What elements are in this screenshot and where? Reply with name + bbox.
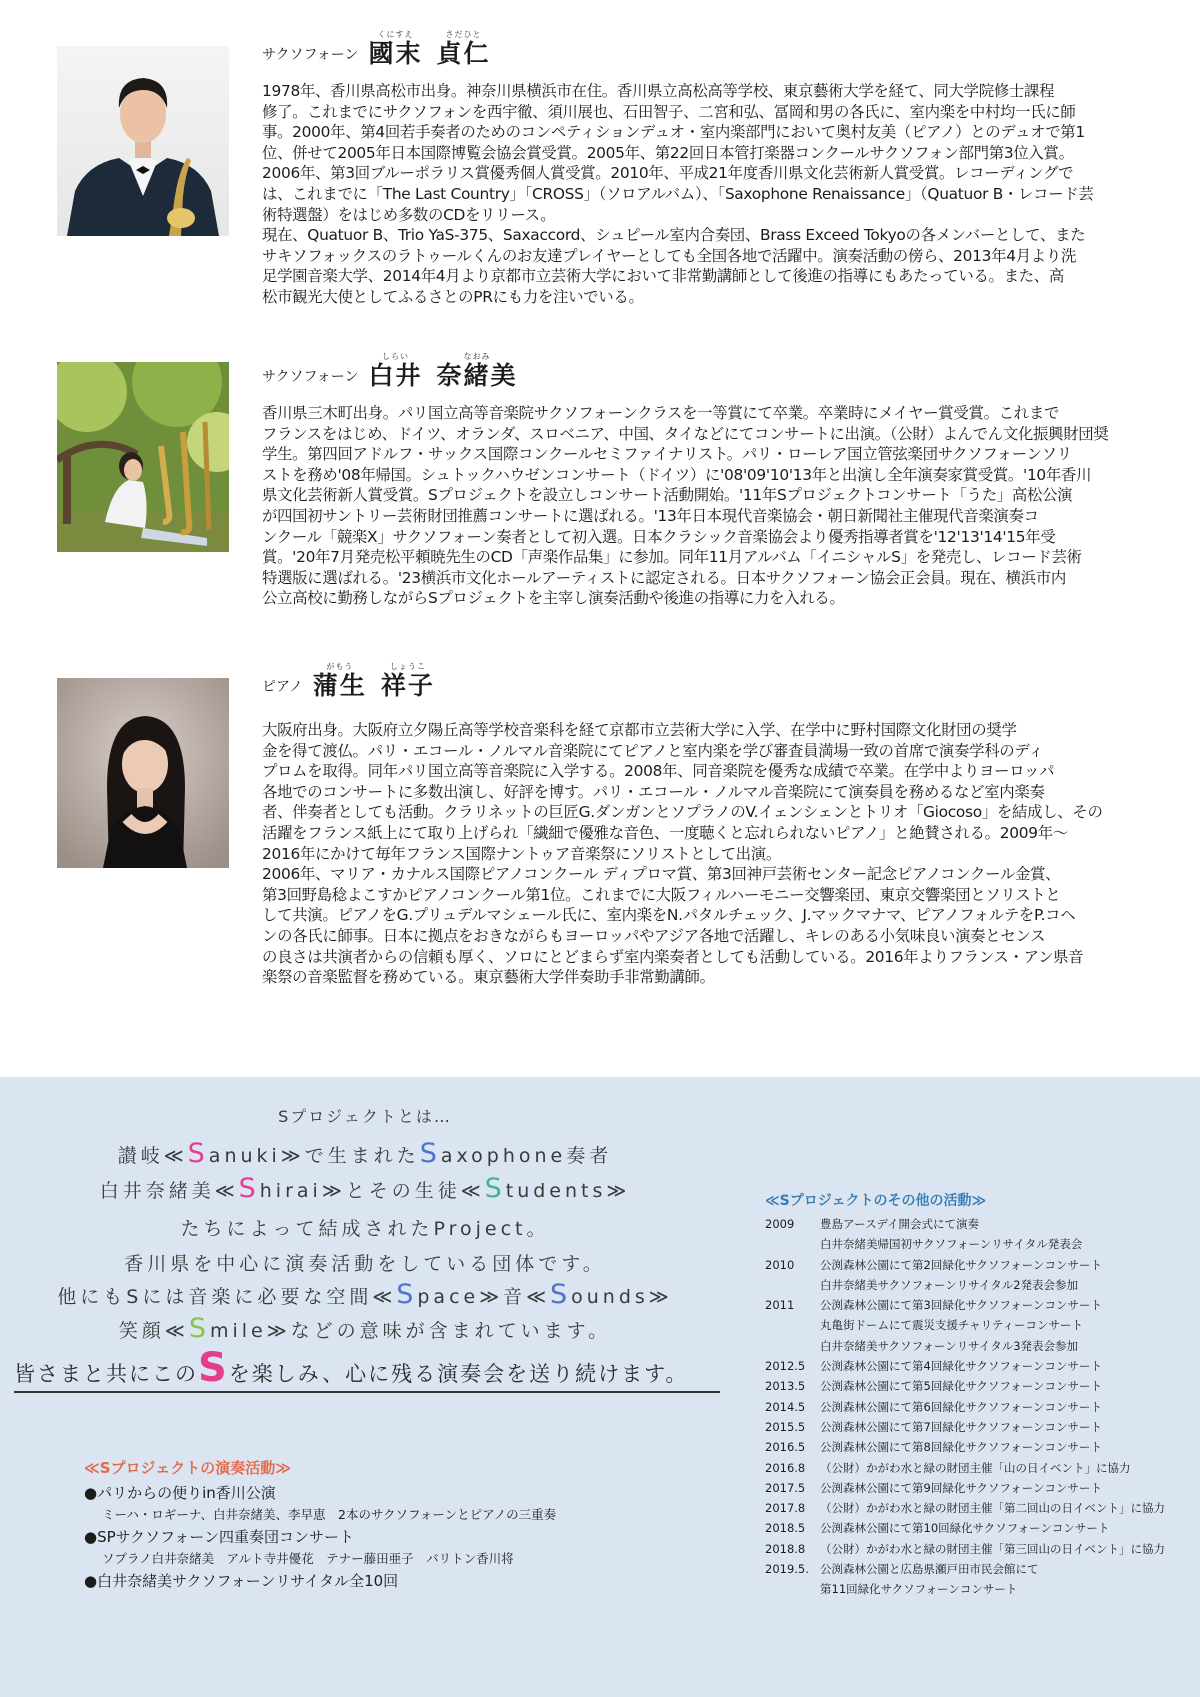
bio-shirai: 香川県三木町出身。パリ国立高等音楽院サクソフォーンクラスを一等賞にて卒業。卒業時にメイヤー賞受賞。これまで フランスをはじめ、ドイツ、オランダ、スロベニア、中国、タイなどにてコンサートに出演。（公財）よんでん文化振興財団奨 学生。第四回アドルフ・サックス国際コンクールセミファイナリスト。パリ・ローレア国立管弦楽団サクソフォーンソリ ストを務め'08年帰国。シュトックハウゼンコンサート（ドイツ）に'08'09'10'13年と出演し全年演奏家賞受賞。'10年香川 県文化芸術新人賞受賞。Sプロジェクトを設立しコンサート活動開始。'11年Sプロジェクトコンサート「うた」高松公演 が四国初サントリー芸術財団推薦コンサートに選ばれる。'13年日本現代音楽協会・朝日新聞社主催現代音楽演奏コ ンクール「競楽X」サクソフォーン奏者として初入選。日本クラシック音楽協会より優秀指導者賞を'12'13'14'15年受 賞。'20年7月発売松平頼暁先生のCD「声楽作品集」に参加。同年11月アルバム「イニシャルS」を発売し、レコード芸術 特選版に選ばれる。'23横浜市文化ホールアーティストに認定される。日本サクソフォーン協会正会員。現在、横浜市内 公立高校に勤務しながらSプロジェクトを主宰し演奏活動や後進の指導に力を入れる。 <box>262 404 1109 608</box>
about-text: anuki≫で生まれた <box>208 1145 420 1167</box>
activity-item: 公渕森林公園にて第8回緑化サクソフォーンコンサート <box>820 1440 1103 1455</box>
about-text: 他にもSには音楽に必要な空間≪ <box>57 1286 397 1308</box>
activity-row <box>765 1539 1185 1559</box>
role-label: ピアノ <box>262 679 303 695</box>
activity-year: 2012.5 <box>765 1359 806 1374</box>
performance-item: ●SPサクソフォーン四重奏団コンサート <box>84 1528 355 1546</box>
activity-item: （公財）かがわ水と緑の財団主催「第三回山の日イベント」に協力 <box>820 1541 1165 1556</box>
activity-row <box>765 1214 1185 1255</box>
s-letter: S <box>419 1138 441 1169</box>
name-given: 祥子 <box>380 671 435 700</box>
name-given: 奈緒美 <box>436 361 518 390</box>
other-activities-title: ≪Sプロジェクトのその他の活動≫ <box>765 1193 987 1209</box>
other-activities-list <box>765 1214 1185 1600</box>
ruby-family: しらい <box>381 352 409 361</box>
activity-year: 2016.5 <box>765 1440 806 1455</box>
performance-detail: ミーハ・ロギーナ、白井奈緒美、李早恵 2本のサクソフォーンとピアノの三重奏 <box>102 1507 557 1522</box>
name-family: 白井 <box>368 361 423 390</box>
activity-row <box>765 1295 1185 1356</box>
s-letter: S <box>396 1279 418 1310</box>
activity-item: 第11回緑化サクソフォーンコンサート <box>820 1582 1018 1597</box>
performance-list <box>84 1482 724 1592</box>
ruby-family: くにすえ <box>377 30 414 39</box>
name-given: 貞仁 <box>436 39 491 68</box>
ruby-given: なおみ <box>463 352 491 361</box>
activity-item: 豊島アースデイ開会式にて演奏 <box>820 1217 980 1231</box>
activity-row <box>765 1376 1185 1396</box>
activity-item: 丸亀街ドームにて震災支援チャリティーコンサート <box>820 1318 1084 1333</box>
about-line-5 <box>10 1279 720 1310</box>
about-text: 笑顔≪ <box>118 1320 189 1342</box>
activity-year: 2014.5 <box>765 1399 806 1414</box>
activity-year: 2019.5. <box>765 1562 809 1577</box>
activity-item: （公財）かがわ水と緑の財団主催「第二回山の日イベント」に協力 <box>820 1501 1165 1516</box>
activity-row <box>765 1458 1185 1478</box>
activity-item: 白井奈緒美サクソフォーンリサイタル2発表会参加 <box>820 1277 1079 1292</box>
list-item <box>84 1570 724 1592</box>
activity-item: 公渕森林公園にて第6回緑化サクソフォーンコンサート <box>820 1399 1103 1414</box>
activity-year: 2010 <box>765 1257 795 1272</box>
closing-message <box>14 1345 720 1393</box>
s-letter: S <box>188 1313 210 1344</box>
activity-row <box>765 1498 1185 1518</box>
s-letter-large: S <box>198 1345 229 1391</box>
activity-row <box>765 1356 1185 1376</box>
activity-item: 公渕森林公園にて第10回緑化サクソフォーンコンサート <box>820 1521 1110 1536</box>
role-label: サクソフォーン <box>262 369 359 385</box>
s-letter: S <box>550 1279 572 1310</box>
about-line-3: たちによって結成されたProject。 <box>180 1218 550 1240</box>
activity-year: 2017.8 <box>765 1501 806 1516</box>
about-text: 白井奈緒美≪ <box>99 1180 239 1202</box>
activity-year: 2013.5 <box>765 1379 806 1394</box>
activity-item: 公渕森林公園にて第2回緑化サクソフォーンコンサート <box>820 1257 1103 1272</box>
performance-title: ≪Sプロジェクトの演奏活動≫ <box>84 1459 291 1477</box>
s-letter: S <box>187 1138 209 1169</box>
name-family: 蒲生 <box>312 671 367 700</box>
about-text: pace≫音≪ <box>417 1286 550 1308</box>
list-item <box>84 1482 724 1526</box>
s-project-panel <box>0 1077 1200 1697</box>
activity-row <box>765 1437 1185 1457</box>
activity-item: 白井奈緒美帰国初サクソフォーンリサイタル発表会 <box>820 1237 1083 1252</box>
s-letter: S <box>238 1173 260 1204</box>
activity-item: 白井奈緒美サクソフォーンリサイタル3発表会参加 <box>820 1338 1079 1353</box>
s-letter: S <box>484 1173 506 1204</box>
ruby-given: さだひと <box>445 30 482 39</box>
about-text: 讃岐≪ <box>117 1145 188 1167</box>
name-row-kunisue <box>262 30 491 68</box>
activity-item: 公渕森林公園にて第9回緑化サクソフォーンコンサート <box>820 1480 1103 1495</box>
activity-row <box>765 1255 1185 1296</box>
about-line-4: 香川県を中心に演奏活動をしている団体です。 <box>124 1253 606 1275</box>
activity-year: 2016.8 <box>765 1460 806 1475</box>
about-line-6 <box>10 1313 720 1344</box>
activity-year: 2018.5 <box>765 1521 806 1536</box>
activity-year: 2018.8 <box>765 1541 806 1556</box>
about-title: Sプロジェクトとは… <box>278 1107 452 1126</box>
closing-text: 皆さまと共にこの <box>14 1362 198 1386</box>
name-family: 國末 <box>368 39 423 68</box>
list-item <box>84 1526 724 1570</box>
about-line-2 <box>10 1173 720 1204</box>
activity-row <box>765 1417 1185 1437</box>
performance-item: ●パリからの便りin香川公演 <box>84 1484 276 1502</box>
about-line-1 <box>10 1138 720 1169</box>
activity-item: （公財）かがわ水と緑の財団主催「山の日イベント」に協力 <box>820 1460 1131 1475</box>
activity-item: 公渕森林公園にて第3回緑化サクソフォーンコンサート <box>820 1298 1103 1313</box>
ruby-given: しょうこ <box>389 662 426 671</box>
portrait-photo-shirai <box>57 362 229 552</box>
activity-row <box>765 1397 1185 1417</box>
portrait-photo-kunisue <box>57 46 229 236</box>
activity-row <box>765 1518 1185 1538</box>
ruby-family: がもう <box>326 662 354 671</box>
closing-text: を楽しみ、心に残る演奏会を送り続けます。 <box>228 1362 689 1386</box>
activity-row <box>765 1559 1185 1600</box>
activity-year: 2017.5 <box>765 1480 806 1495</box>
bio-kunisue: 1978年、香川県高松市出身。神奈川県横浜市在住。香川県立高松高等学校、東京藝術大学を経て、同大学院修士課程 修了。これまでにサクソフォンを西宇徹、須川展也、石田智子、二宮和弘、冨岡和男の各氏に、室内楽を中村均一氏に師 事。2000年、第4回若手奏者のためのコンペティションデュオ・室内楽部門において奥村友美（ピアノ）とのデュオで第1 位、併せて2005年日本国際博覧会協会賞受賞。2005年、第22回日本管打楽器コンクールサクソフォン部門第3位入賞。 2006年、第3回ブルーポラリス賞優秀個人賞受賞。2010年、平成21年度香川県文化芸術新人賞受賞。レコーディングで は、これまでに「The Last Country」「CROSS」（ソロアルバム）、「Saxophone Renaissance」（Quatuor B・レコード芸 術特選盤）をはじめ多数のCDをリリース。 現在、Quatuor B、Trio YaS-375、Saxaccord、シュピール室内合奏団、Brass Exceed Tokyoの各メンバーとして、また サキソフォックスのラトゥールくんのお友達プレイヤーとしても全国各地で活躍中。演奏活動の傍ら、2013年4月より洗 足学園音楽大学、2014年4月より京都市立芸術大学において非常勤講師として後進の指導にもあたっている。また、高 松市観光大使としてふるさとのPRにも力を注いでいる。 <box>262 82 1094 306</box>
about-text: ounds≫ <box>571 1286 673 1308</box>
name-row-shirai <box>262 352 518 390</box>
activity-item: 公渕森林公園にて第5回緑化サクソフォーンコンサート <box>820 1379 1103 1394</box>
activity-year: 2011 <box>765 1298 795 1313</box>
activity-year: 2009 <box>765 1217 795 1231</box>
about-text: mile≫などの意味が含まれています。 <box>209 1320 612 1342</box>
about-text: axophone奏者 <box>440 1145 613 1167</box>
role-label: サクソフォーン <box>262 47 359 63</box>
performance-detail: ソプラノ白井奈緒美 アルト寺井優花 テナー藤田亜子 バリトン香川将 <box>102 1551 514 1566</box>
activity-row <box>765 1478 1185 1498</box>
activity-year: 2015.5 <box>765 1419 806 1434</box>
activity-item: 公渕森林公園と広島県瀬戸田市民会館にて <box>820 1562 1039 1577</box>
about-text: hirai≫とその生徒≪ <box>259 1180 485 1202</box>
name-row-gamo <box>262 662 435 700</box>
activity-item: 公渕森林公園にて第7回緑化サクソフォーンコンサート <box>820 1419 1103 1434</box>
bio-gamo: 大阪府出身。大阪府立夕陽丘高等学校音楽科を経て京都市立芸術大学に入学、在学中に野村国際文化財団の奨学 金を得て渡仏。パリ・エコール・ノルマル音楽院にてピアノと室内楽を学び審査員満場一致の首席で演奏学科のディ プロムを取得。同年パリ国立高等音楽院に入学する。2008年、同音楽院を優秀な成績で卒業。在学中よりヨーロッパ 各地でのコンサートに多数出演し、好評を博す。パリ・エコール・ノルマル音楽院にて演奏員を務めるなど室内楽奏 者、伴奏者としても活動。クラリネットの巨匠G.ダンガンとソプラノのV.イェンシェンとトリオ「Giocoso」を結成し、その 活躍をフランス紙上にて取り上げられ「繊細で優雅な音色、一度聴くと忘れられないピアノ」と絶賛される。2009年～ 2016年にかけて毎年フランス国際ナントゥア音楽祭にソリストとして出演。 2006年、マリア・カナルス国際ピアノコンクール ディプロマ賞、第3回神戸芸術センター記念ピアノコンクール金賞、 第3回野島稔よこすかピアノコンクール第1位。これまでに大阪フィルハーモニー交響楽団、東京交響楽団とソリストと して共演。ピアノをG.プリュデルマシェール氏に、室内楽をN.パタルチェック、J.マックマナマ、ピアノフォルテをP.コヘ ンの各氏に師事。日本に拠点をおきながらもヨーロッパやアジア各地で活躍し、キレのある小気味良い演奏とセンス の良さは共演者からの信頼も厚く、ソロにとどまらず室内楽奏者としても活動している。2016年よりフランス・アン県音 楽祭の音楽監督を務めている。東京藝術大学伴奏助手非常勤講師。 <box>262 721 1103 987</box>
activity-item: 公渕森林公園にて第4回緑化サクソフォーンコンサート <box>820 1359 1103 1374</box>
about-text: tudents≫ <box>505 1180 631 1202</box>
portrait-photo-gamo <box>57 678 229 868</box>
performance-item: ●白井奈緒美サクソフォーンリサイタル全10回 <box>84 1572 399 1590</box>
